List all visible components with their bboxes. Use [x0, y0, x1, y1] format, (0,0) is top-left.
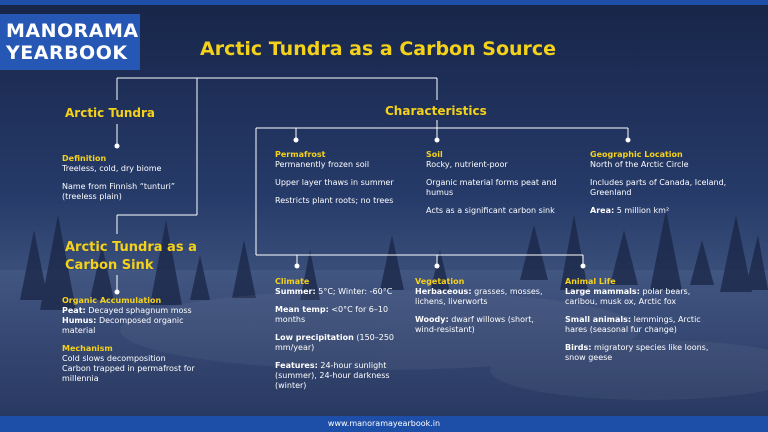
brand-line1: MANORAMA	[6, 20, 139, 42]
area-text: 5 million km²	[616, 206, 670, 215]
animal-life-label: Animal Life	[565, 277, 616, 286]
mechanism-text-1: Cold slows decomposition	[62, 354, 166, 363]
organic-accumulation-label: Organic Accumulation	[62, 296, 162, 305]
summer-text: 5°C; Winter: -60°C	[318, 287, 393, 296]
area-label: Area:	[590, 206, 615, 215]
geo-item-1: North of the Arctic Circle	[590, 160, 689, 169]
carbon-sink-details	[62, 296, 212, 384]
herbaceous-label: Herbaceous:	[415, 287, 472, 296]
woody-text: dwarf willows (short, wind-resistant)	[415, 315, 534, 334]
arctic-tundra-heading: Arctic Tundra	[65, 106, 156, 120]
permafrost-item-1: Permanently frozen soil	[275, 160, 370, 169]
carbon-sink-heading	[65, 239, 197, 275]
characteristics-heading: Characteristics	[385, 104, 487, 118]
herbaceous-text: grasses, mosses, lichens, liverworts	[415, 287, 543, 306]
summer-label: Summer:	[275, 287, 316, 296]
soil-box	[426, 150, 574, 216]
page-title: Arctic Tundra as a Carbon Source	[200, 38, 557, 60]
geographic-location-box	[590, 150, 762, 216]
geographic-location-label: Geographic Location	[590, 150, 683, 159]
large-mammals-label: Large mammals:	[565, 287, 640, 296]
soil-item-2: Organic material forms peat and humus	[426, 178, 557, 197]
footer-bar	[0, 416, 768, 432]
animal-life-box	[565, 277, 713, 363]
definition-text: Treeless, cold, dry biome	[62, 164, 162, 173]
soil-label: Soil	[426, 150, 443, 159]
soil-item-3: Acts as a significant carbon sink	[426, 206, 555, 215]
footer-url[interactable]: www.manoramayearbook.in	[327, 419, 441, 428]
mechanism-label: Mechanism	[62, 344, 113, 353]
permafrost-label: Permafrost	[275, 150, 326, 159]
climate-box	[275, 277, 405, 391]
humus-text: Decomposed organic material	[62, 316, 184, 335]
soil-item-1: Rocky, nutrient-poor	[426, 160, 508, 169]
birds-label: Birds:	[565, 343, 592, 352]
peat-text: Decayed sphagnum moss	[88, 306, 192, 315]
definition-label: Definition	[62, 154, 107, 163]
mean-temp-label: Mean temp:	[275, 305, 329, 314]
name-origin-text: Name from Finnish “tunturi” (treeless plain)	[62, 182, 175, 201]
small-animals-label: Small animals:	[565, 315, 632, 324]
features-label: Features:	[275, 361, 318, 370]
carbon-sink-heading-line1: Arctic Tundra as a	[65, 240, 197, 255]
vegetation-label: Vegetation	[415, 277, 465, 286]
permafrost-item-3: Restricts plant roots; no trees	[275, 196, 394, 205]
mechanism-text-2: Carbon trapped in permafrost for millennia	[62, 364, 195, 383]
precipitation-text: (150–250 mm/year)	[275, 333, 395, 352]
permafrost-box	[275, 150, 410, 206]
climate-label: Climate	[275, 277, 310, 286]
features-text: 24-hour sunlight (summer), 24-hour darkness (winter)	[275, 361, 390, 390]
humus-label: Humus:	[62, 316, 97, 325]
geo-item-2: Includes parts of Canada, Iceland, Greenland	[590, 178, 727, 197]
birds-text: migratory species like loons, snow geese	[565, 343, 709, 362]
brand-line2: YEARBOOK	[6, 42, 128, 64]
large-mammals-text: polar bears, caribou, musk ox, Arctic fox	[565, 287, 691, 306]
vegetation-box	[415, 277, 550, 335]
woody-label: Woody:	[415, 315, 449, 324]
mean-temp-text: <0°C for 6–10 months	[275, 305, 389, 324]
precipitation-label: Low precipitation	[275, 333, 354, 342]
arctic-tundra-definition	[62, 154, 194, 202]
small-animals-text: lemmings, Arctic hares (seasonal fur change)	[565, 315, 701, 334]
carbon-sink-heading-line2: Carbon Sink	[65, 258, 154, 273]
permafrost-item-2: Upper layer thaws in summer	[275, 178, 394, 187]
peat-label: Peat:	[62, 306, 86, 315]
